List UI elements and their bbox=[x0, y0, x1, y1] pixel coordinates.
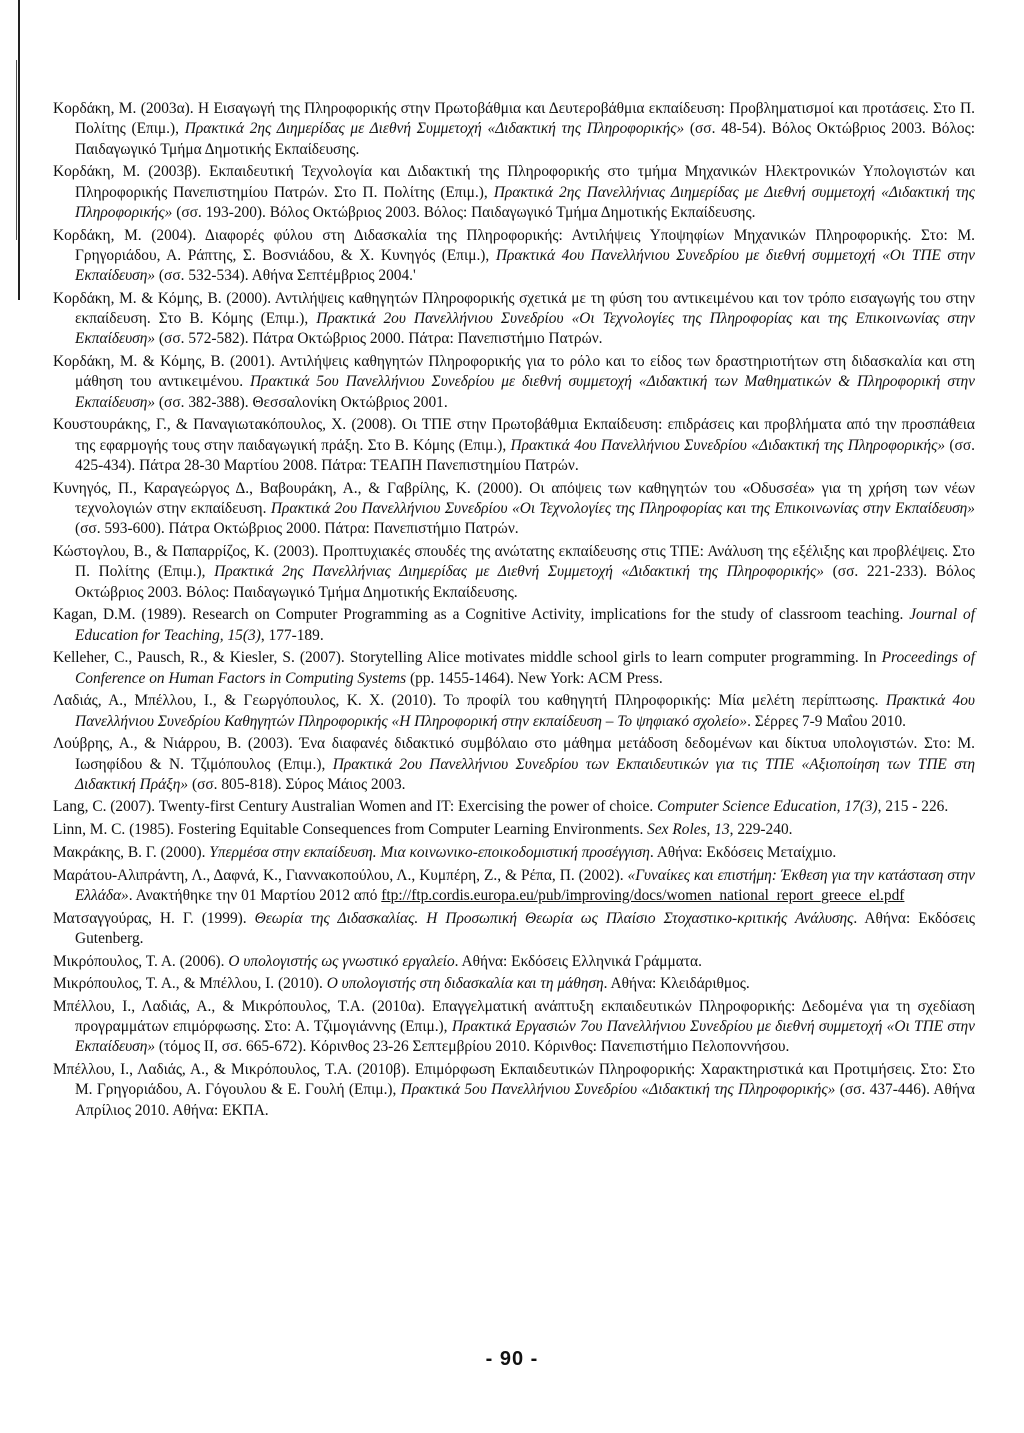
reference-entry: Μπέλλου, Ι., Λαδιάς, Α., & Μικρόπουλος, Τ.Α. (2010α). Επαγγελματική ανάπτυξη εκπαιδευτικών Πληροφορικής: Δεδομένα για τη σχεδίαση προγραμμάτων επιμόρφωσης. Στο: Α. Τζιμογιάννης (Επιμ.), Πρακτικά Εργασιών 7ου Πανελλήνιου Συνεδρίου με διεθνή συμμετοχή «Οι ΤΠΕ στην Εκπαίδευση» (τόμος ΙΙ, σσ. 665-672). Κόρινθος 23-26 Σεπτεμβρίου 2010. Κόρινθος: Πανεπιστήμιο Πελοποννήσου. bbox=[53, 997, 975, 1056]
reference-entry: Kagan, D.M. (1989). Research on Computer Programming as a Cognitive Activity, implications for the study of classroom teaching. Journal of Education for Teaching, 15(3), 177-189. bbox=[53, 606, 975, 644]
reference-entry: Μικρόπουλος, Τ. Α. (2006). Ο υπολογιστής ως γνωστικό εργαλείο. Αθήνα: Εκδόσεις Ελληνικά Γράμματα. bbox=[53, 952, 702, 970]
reference-entry: Κορδάκη, Μ. (2003β). Εκπαιδευτική Τεχνολογία και Διδακτική της Πληροφορικής στο τμήμα Μηχανικών Ηλεκτρονικών Υπολογιστών και Πληροφορικής Πανεπιστημίου Πατρών. Στο Π. Πολίτης (Επιμ.), Πρακτικά 2ης Πανελλήνιας Διημερίδας με Διεθνή συμμετοχή «Διδακτική της Πληροφορικής» (σσ. 193-200). Βόλος Οκτώβριος 2003. Βόλος: Παιδαγωγικό Τμήμα Δημοτικής Εκπαίδευσης. bbox=[53, 163, 975, 221]
scan-edge-mark bbox=[18, 0, 20, 300]
reference-entry: Μικρόπουλος, Τ. Α., & Μπέλλου, Ι. (2010). Ο υπολογιστής στη διδασκαλία και τη μάθηση. Αθήνα: Κλειδάριθμος. bbox=[53, 975, 750, 993]
reference-entry: Lang, C. (2007). Twenty-first Century Australian Women and IT: Exercising the power of choice. Computer Science Education, 17(3), 215 - 226. bbox=[53, 798, 949, 816]
reference-list bbox=[53, 99, 975, 1123]
reference-entry: Κορδάκη, Μ. & Κόμης, Β. (2000). Αντιλήψεις καθηγητών Πληροφορικής σχετικά με τη φύση του αντικειμένου και τον τρόπο εισαγωγής του στην εκπαίδευση. Στο Β. Κόμης (Επιμ.), Πρακτικά 2ου Πανελλήνιου Συνεδρίου «Οι Τεχνολογίες της Πληροφορίας και της Επικοινωνίας στην Εκπαίδευση» (σσ. 572-582). Πάτρα Οκτώβριος 2000. Πάτρα: Πανεπιστήμιο Πατρών. bbox=[53, 289, 975, 348]
page-number: - 90 - bbox=[485, 1348, 539, 1370]
reference-entry: Μακράκης, Β. Γ. (2000). Υπερμέσα στην εκπαίδευση. Μια κοινωνικο-εποικοδομιστική προσέγγιση. Αθήνα: Εκδόσεις Μεταίχμιο. bbox=[53, 843, 837, 861]
reference-entry: Ματσαγγούρας, Η. Γ. (1999). Θεωρία της Διδασκαλίας. Η Προσωπική Θεωρία ως Πλαίσιο Στοχαστικο-κριτικής Ανάλυσης. Αθήνα: Εκδόσεις Gutenberg. bbox=[53, 909, 975, 947]
reference-entry: Λαδιάς, Α., Μπέλλου, Ι., & Γεωργόπουλος, Κ. Χ. (2010). Το προφίλ του καθηγητή Πληροφορικής: Μία μελέτη περίπτωσης. Πρακτικά 4ου Πανελλήνιου Συνεδρίου Καθηγητών Πληροφορικής «Η Πληροφορική στην εκπαίδευση – Το ψηφιακό σχολείο». Σέρρες 7-9 Μαΐου 2010. bbox=[53, 692, 975, 730]
reference-entry: Κώστογλου, Β., & Παπαρρίζος, Κ. (2003). Προπτυχιακές σπουδές της ανώτατης εκπαίδευσης στις ΤΠΕ: Ανάλυση της εξέλιξης και προβλέψεις. Στο Π. Πολίτης (Επιμ.), Πρακτικά 2ης Πανελλήνιας Διημερίδας με Διεθνή Συμμετοχή «Διδακτική της Πληροφορικής» (σσ. 221-233). Βόλος Οκτώβριος 2003. Βόλος: Παιδαγωγικό Τμήμα Δημοτικής Εκπαίδευσης. bbox=[53, 542, 975, 601]
reference-entry: Kelleher, C., Pausch, R., & Kiesler, S. (2007). Storytelling Alice motivates middle school girls to learn computer programming. In Proceedings of Conference on Human Factors in Computing Systems (pp. 1455-1464). New York: ACM Press. bbox=[53, 649, 975, 687]
reference-entry: Μαράτου-Αλιπράντη, Λ., Δαφνά, Κ., Γιαννακοπούλου, Λ., Κυμπέρη, Ζ., & Ρέπα, Π. (2002). «Γυναίκες και επιστήμη: Έκθεση για την κατάσταση στην Ελλάδα». Ανακτήθηκε την 01 Μαρτίου 2012 από ftp://ftp.cordis.europa.eu/pub/improving/docs/women_national_report_greece_el.pdf bbox=[53, 866, 975, 904]
reference-entry: Κορδάκη, Μ. (2003α). Η Εισαγωγή της Πληροφορικής στην Πρωτοβάθμια και Δευτεροβάθμια εκπαίδευση: Προβληματισμοί και προτάσεις. Στο Π. Πολίτης (Επιμ.), Πρακτικά 2ης Διημερίδας με Διεθνή Συμμετοχή «Διδακτική της Πληροφορικής» (σσ. 48-54). Βόλος Οκτώβριος 2003. Βόλος: Παιδαγωγικό Τμήμα Δημοτικής Εκπαίδευσης. bbox=[53, 100, 975, 158]
reference-entry: Λούβρης, Α., & Νιάρρου, Β. (2003). Ένα διαφανές διδακτικό συμβόλαιο στο μάθημα μετάδοση δεδομένων και δίκτυα υπολογιστών. Στο: Μ. Ιωσηφίδου & Ν. Τζιμόπουλος (Επιμ.), Πρακτικά 2ου Πανελλήνιου Συνεδρίου των Εκπαιδευτικών για τις ΤΠΕ «Αξιοποίηση των ΤΠΕ στη Διδακτική Πράξη» (σσ. 805-818). Σύρος Μάιος 2003. bbox=[53, 735, 975, 793]
reference-entry: Κορδάκη, Μ. (2004). Διαφορές φύλου στη Διδασκαλία της Πληροφορικής: Αντιλήψεις Υποψηφίων Μηχανικών Πληροφορικής. Στο: Μ. Γρηγοριάδου, Α. Ράπτης, Σ. Βοσνιάδου, & Χ. Κυνηγός (Επιμ.), Πρακτικά 4ου Πανελλήνιου Συνεδρίου με διεθνή συμμετοχή «Οι ΤΠΕ στην Εκπαίδευση» (σσ. 532-534). Αθήνα Σεπτέμβριος 2004.' bbox=[53, 226, 976, 285]
reference-entry: Μπέλλου, Ι., Λαδιάς, Α., & Μικρόπουλος, Τ.Α. (2010β). Επιμόρφωση Εκπαιδευτικών Πληροφορικής: Χαρακτηριστικά και Προτιμήσεις. Στο: Στο Μ. Γρηγοριάδου, Α. Γόγουλου & Ε. Γουλή (Επιμ.), Πρακτικά 5ου Πανελλήνιου Συνεδρίου «Διδακτική της Πληροφορικής» (σσ. 437-446). Αθήνα Απρίλιος 2010. Αθήνα: ΕΚΠΑ. bbox=[53, 1061, 975, 1119]
scan-edge-mark bbox=[16, 60, 17, 240]
reference-entry: Linn, M. C. (1985). Fostering Equitable Consequences from Computer Learning Environments. Sex Roles, 13, 229-240. bbox=[53, 821, 793, 839]
reference-entry: Κορδάκη, Μ. & Κόμης, Β. (2001). Αντιλήψεις καθηγητών Πληροφορικής για το ρόλο και το είδος των δραστηριοτήτων στη διδασκαλία και στη μάθηση του αντικειμένου. Πρακτικά 5ου Πανελλήνιου Συνεδρίου με διεθνή συμμετοχή «Διδακτική των Μαθηματικών & Πληροφορική στην Εκπαίδευση» (σσ. 382-388). Θεσσαλονίκη Οκτώβριος 2001. bbox=[53, 353, 975, 411]
reference-entry: Κουστουράκης, Γ., & Παναγιωτακόπουλος, Χ. (2008). Οι ΤΠΕ στην Πρωτοβάθμια Εκπαίδευση: επιδράσεις και προβλήματα από την προσπάθεια της εφαρμογής τους στην παιδαγωγική πράξη. Στο Β. Κόμης (Επιμ.), Πρακτικά 4ου Πανελλήνιου Συνεδρίου «Διδακτική της Πληροφορικής» (σσ. 425-434). Πάτρα 28-30 Μαρτίου 2008. Πάτρα: ΤΕΑΠΗ Πανεπιστημίου Πατρών. bbox=[53, 416, 975, 474]
reference-entry: Κυνηγός, Π., Καραγεώργος Δ., Βαβουράκη, Α., & Γαβρίλης, Κ. (2000). Οι απόψεις των καθηγητών του «Οδυσσέα» για τη χρήση των νέων τεχνολογιών στην εκπαίδευση. Πρακτικά 2ου Πανελλήνιου Συνεδρίου «Οι Τεχνολογίες της Πληροφορίας και της Επικοινωνίας στην Εκπαίδευση» (σσ. 593-600). Πάτρα Οκτώβριος 2000. Πάτρα: Πανεπιστήμιο Πατρών. bbox=[53, 479, 975, 538]
